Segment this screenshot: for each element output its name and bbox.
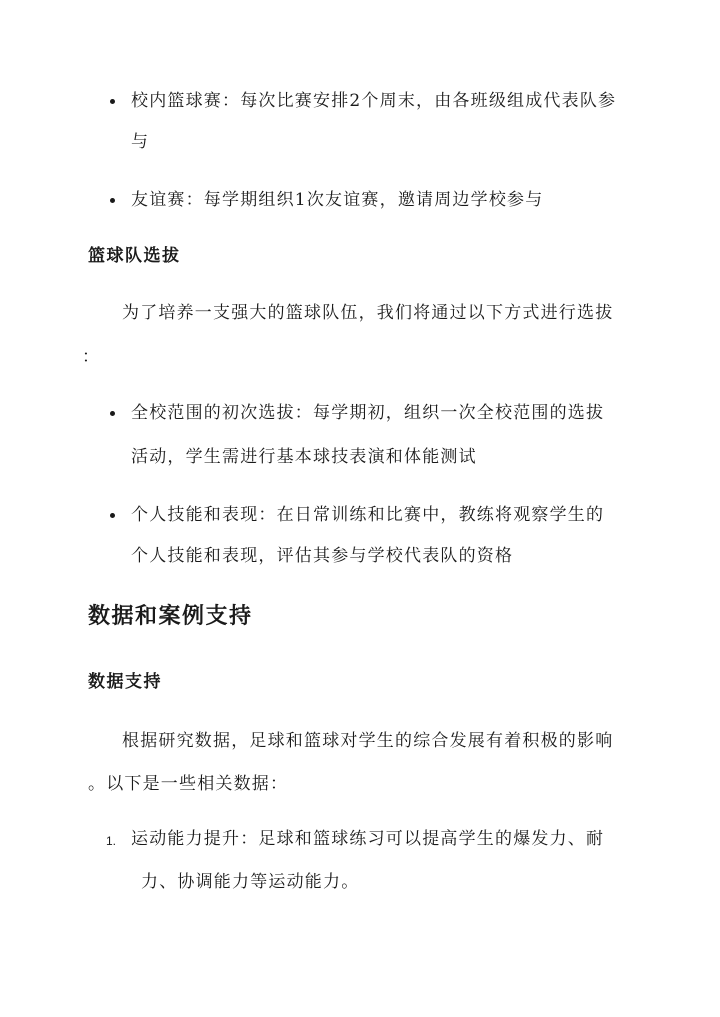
list-item-text: 活动，学生需进行基本球技表演和体能测试 xyxy=(131,447,477,467)
page-section-title: 数据和案例支持 xyxy=(88,603,253,629)
section-heading: 篮球队选拔 xyxy=(88,246,181,266)
subsection-heading: 数据支持 xyxy=(88,672,162,692)
list-item-text: 校内篮球赛：每次比赛安排2个周末，由各班级组成代表队参 xyxy=(131,91,617,111)
bullet-icon xyxy=(110,198,115,203)
bullet-icon xyxy=(110,99,115,104)
paragraph-text: 为了培养一支强大的篮球队伍，我们将通过以下方式进行选拔 xyxy=(122,303,614,323)
list-item-number: 1. xyxy=(106,834,117,848)
list-item-text: 个人技能和表现，评估其参与学校代表队的资格 xyxy=(131,546,514,566)
paragraph-text: 根据研究数据，足球和篮球对学生的综合发展有着积极的影响 xyxy=(122,731,614,751)
bullet-icon xyxy=(110,411,115,416)
bullet-icon xyxy=(110,513,115,518)
list-item-text: 全校范围的初次选拔：每学期初，组织一次全校范围的选拔 xyxy=(131,403,605,423)
list-item-text: 与 xyxy=(131,132,150,152)
paragraph-text: ： xyxy=(82,347,101,367)
list-item-text: 个人技能和表现：在日常训练和比赛中，教练将观察学生的 xyxy=(131,505,605,525)
paragraph-text: 。以下是一些相关数据： xyxy=(88,774,289,794)
list-item-text: 友谊赛：每学期组织1次友谊赛，邀请周边学校参与 xyxy=(131,190,544,210)
list-item-text: 运动能力提升：足球和篮球练习可以提高学生的爆发力、耐 xyxy=(131,829,605,849)
list-item-text: 力、协调能力等运动能力。 xyxy=(141,872,360,892)
